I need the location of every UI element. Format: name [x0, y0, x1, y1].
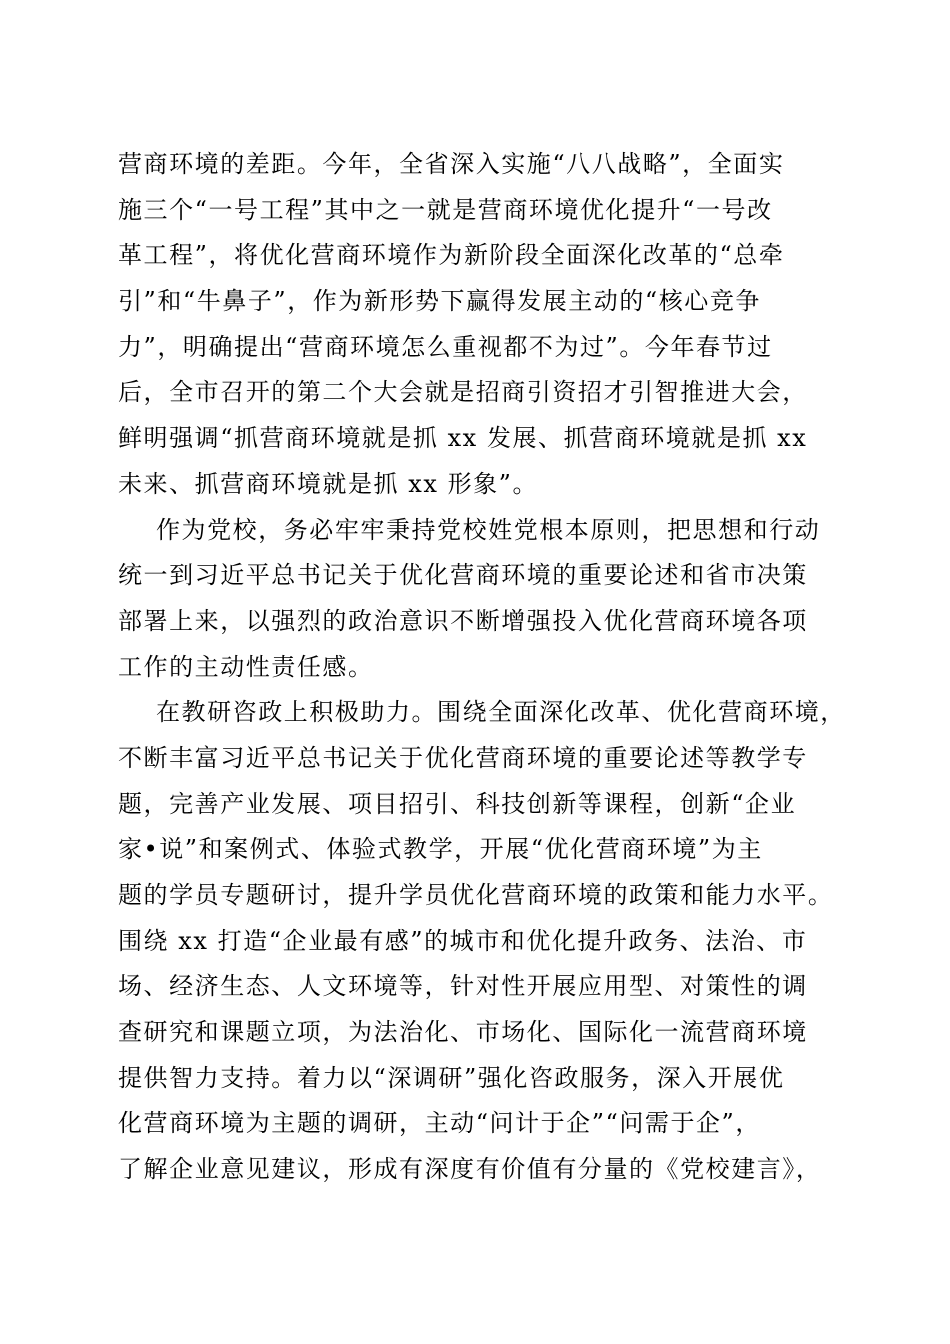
text-line: 了解企业意见建议，形成有深度有价值有分量的《党校建言》， — [118, 1155, 822, 1184]
document-body — [118, 142, 846, 1193]
text-line: 未来、抓营商环境就是抓 xx 形象”。 — [118, 469, 539, 498]
paragraph-start-line: 作为党校，务必牢牢秉持党校姓党根本原则，把思想和行动 — [156, 515, 821, 544]
text-line: 鲜明强调“抓营商环境就是抓 xx 发展、抓营商环境就是抓 xx — [118, 424, 808, 453]
text-line: 化营商环境为主题的调研，主动“问计于企”“问需于企”， — [118, 1109, 761, 1138]
text-line: 营商环境的差距。今年，全省深入实施“八八战略”，全面实 — [118, 150, 785, 178]
text-line: 工作的主动性责任感。 — [118, 652, 374, 681]
text-line: 施三个“一号工程”其中之一就是营商环境优化提升“一号改 — [118, 195, 773, 224]
text-line: 提供智力支持。着力以“深调研”强化咨政服务，深入开展优 — [118, 1063, 785, 1092]
text-line: 查研究和课题立项，为法治化、市场化、国际化一流营商环境 — [118, 1018, 808, 1047]
text-line: 场、经济生态、人文环境等，针对性开展应用型、对策性的调 — [118, 972, 808, 1001]
text-line: 围绕 xx 打造“企业最有感”的城市和优化提升政务、法治、市 — [118, 926, 808, 955]
text-line: 革工程”，将优化营商环境作为新阶段全面深化改革的“总牵 — [118, 241, 785, 270]
text-line: 题的学员专题研讨，提升学员优化营商环境的政策和能力水平。 — [118, 881, 834, 909]
text-line: 题，完善产业发展、项目招引、科技创新等课程，创新“企业 — [118, 789, 797, 818]
text-line: 不断丰富习近平总书记关于优化营商环境的重要论述等教学专 — [118, 743, 808, 772]
text-line: 部署上来，以强烈的政治意识不断增强投入优化营商环境各项 — [118, 606, 808, 635]
text-line: 后，全市召开的第二个大会就是招商引资招才引智推进大会， — [118, 378, 808, 407]
text-line: 引”和“牛鼻子”，作为新形势下赢得发展主动的“核心竞争 — [118, 287, 761, 316]
paragraph-start-line: 在教研咨政上积极助力。围绕全面深化改革、优化营商环境， — [156, 698, 846, 727]
text-line: 家•说”和案例式、体验式教学，开展“优化营商环境”为主 — [118, 835, 763, 864]
text-line: 统一到习近平总书记关于优化营商环境的重要论述和省市决策 — [118, 561, 808, 590]
text-line: 力”，明确提出“营商环境怎么重视都不为过”。今年春节过 — [118, 332, 773, 361]
